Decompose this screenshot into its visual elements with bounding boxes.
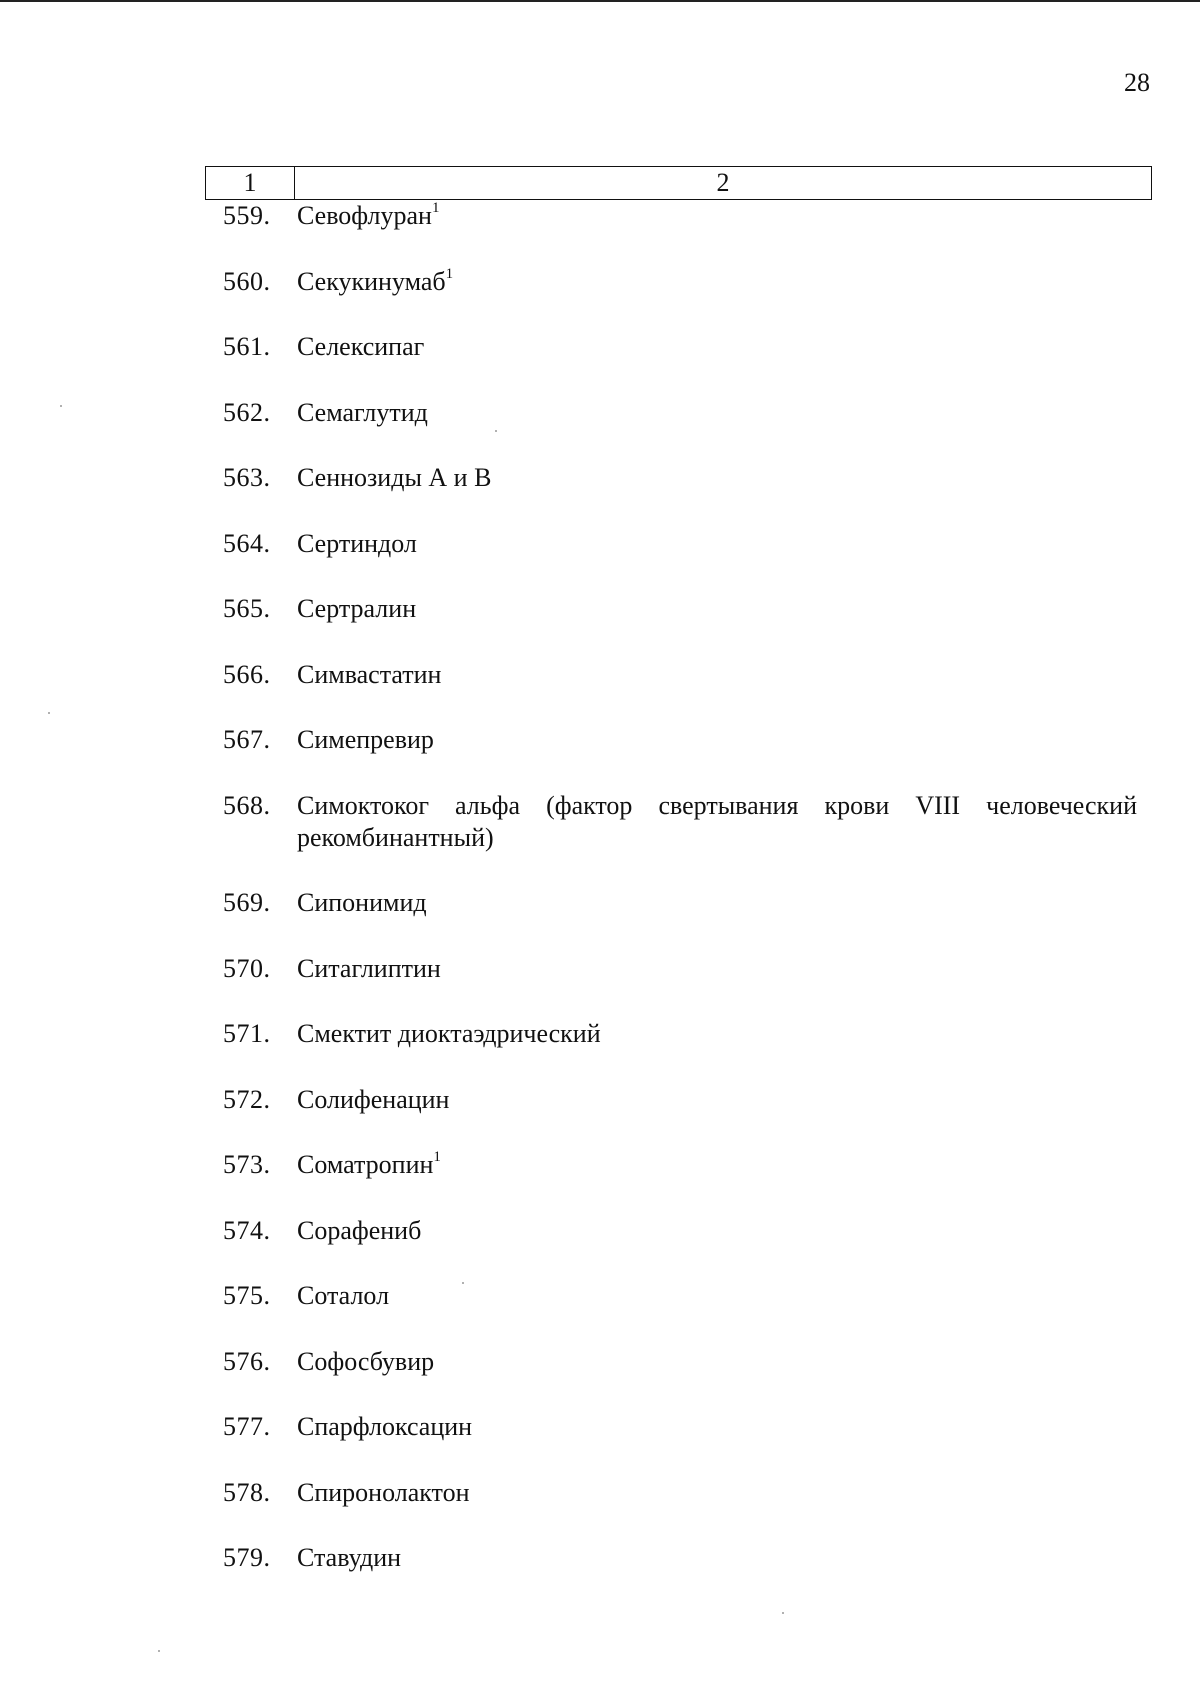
- drug-name: Сорафениб: [297, 1215, 422, 1245]
- scan-speck: [158, 1650, 160, 1652]
- table-header-col-1: 1: [206, 167, 295, 199]
- drug-list: [205, 200, 1152, 1608]
- drug-name: Севофлуран$^1$: [297, 200, 440, 230]
- table-row: [205, 1280, 1152, 1346]
- row-number: 569.: [223, 888, 271, 917]
- scan-speck: [48, 712, 50, 714]
- table-row: [205, 397, 1152, 463]
- drug-name: Сертралин: [297, 594, 417, 623]
- drug-name: Сипонимид: [297, 888, 427, 917]
- row-number: 559.: [223, 201, 271, 230]
- row-number: 575.: [223, 1281, 271, 1310]
- scan-speck: [60, 405, 62, 407]
- drug-name: Соматропин$^1$: [297, 1149, 441, 1179]
- table-row: [205, 1477, 1152, 1543]
- table-row: [205, 790, 1152, 888]
- drug-name: Секукинумаб$^1$: [297, 265, 454, 296]
- row-number: 566.: [223, 659, 271, 689]
- page-number: 28: [1124, 68, 1150, 97]
- row-number: 561.: [223, 332, 271, 361]
- table-header: [205, 166, 1152, 200]
- table-header-col-2: 2: [716, 168, 730, 197]
- row-number: 571.: [223, 1019, 271, 1048]
- table-row: [205, 724, 1152, 790]
- row-number: 562.: [223, 397, 271, 427]
- table-row: [205, 1542, 1152, 1608]
- drug-name: Спарфлоксацин: [297, 1412, 473, 1441]
- drug-name: Симвастатин: [297, 659, 442, 689]
- table-row: [205, 1411, 1152, 1477]
- table-row: [205, 1346, 1152, 1412]
- top-scan-rule: [0, 0, 1200, 2]
- table-row: [205, 953, 1152, 1019]
- drug-name: Семаглутид: [297, 397, 428, 427]
- row-number: 563.: [223, 463, 271, 492]
- drug-name: Соталол: [297, 1281, 390, 1310]
- row-number: 572.: [223, 1084, 271, 1114]
- scan-speck: [782, 1612, 784, 1614]
- row-number: 564.: [223, 528, 271, 558]
- table-row: [205, 659, 1152, 725]
- table-row: [205, 887, 1152, 953]
- table-row: [205, 528, 1152, 594]
- table-row: [205, 1149, 1152, 1215]
- drug-name: Сертиндол: [297, 528, 417, 558]
- row-number: 567.: [223, 725, 271, 754]
- drug-name: Спиронолактон: [297, 1477, 470, 1507]
- drug-name: Ставудин: [297, 1543, 402, 1572]
- drug-name: Симепревир: [297, 725, 434, 754]
- scan-speck: [495, 430, 497, 432]
- row-number: 574.: [223, 1215, 271, 1245]
- table-row: [205, 1084, 1152, 1150]
- table-row: [205, 1018, 1152, 1084]
- table-row: [205, 593, 1152, 659]
- row-number: 576.: [223, 1346, 271, 1376]
- drug-name: Ситаглиптин: [297, 953, 441, 983]
- table-row: [205, 331, 1152, 397]
- drug-name: Смектит диоктаэдрический: [297, 1019, 601, 1048]
- table-row: [205, 200, 1152, 266]
- row-number: 579.: [223, 1543, 271, 1572]
- scan-speck: [462, 1282, 464, 1284]
- table-row: [205, 1215, 1152, 1281]
- row-number: 573.: [223, 1150, 271, 1179]
- row-number: 565.: [223, 594, 271, 623]
- row-number: 568.: [223, 790, 271, 820]
- row-number: 578.: [223, 1477, 271, 1507]
- drug-name: Селексипаг: [297, 332, 425, 361]
- drug-name: Сеннозиды А и В: [297, 463, 492, 492]
- drug-name: Софосбувир: [297, 1346, 435, 1376]
- table-row: [205, 266, 1152, 332]
- drug-name: Симоктоког альфа (фактор свертывания крови VIII человеческий рекомбинантный): [297, 790, 1137, 852]
- footnote-mark: 1: [433, 1149, 441, 1166]
- table-row: [205, 462, 1152, 528]
- footnote-mark: 1: [445, 265, 454, 282]
- row-number: 560.: [223, 266, 271, 296]
- footnote-mark: 1: [431, 200, 440, 217]
- row-number: 570.: [223, 953, 271, 983]
- row-number: 577.: [223, 1412, 271, 1441]
- drug-name: Солифенацин: [297, 1084, 450, 1114]
